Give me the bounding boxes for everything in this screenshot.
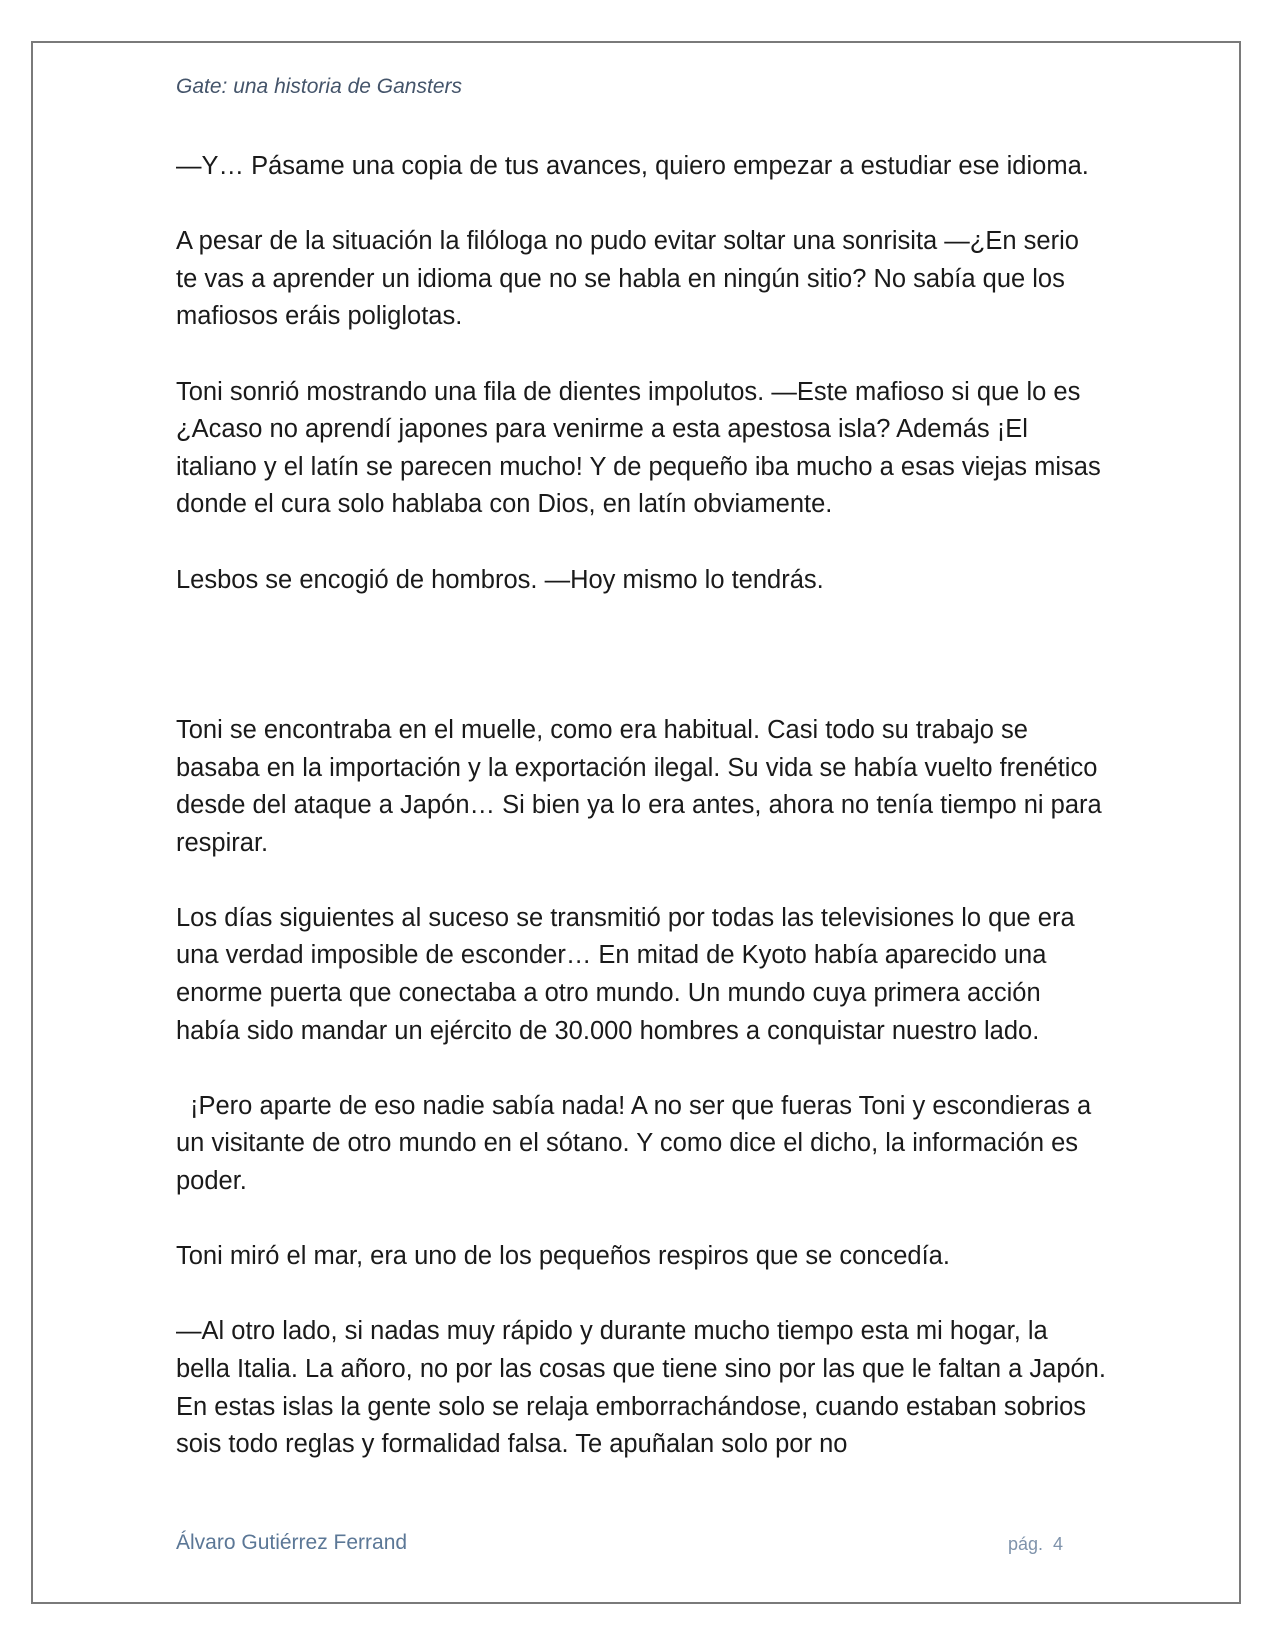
paragraph: Lesbos se encogió de hombros. —Hoy mismo lo tendrás. [176,565,824,594]
paragraph: —Y… Pásame una copia de tus avances, quiero empezar a estudiar ese idioma. [176,152,1089,180]
footer-page-number [1008,1534,1063,1555]
paragraph: A pesar de la situación la filóloga no pudo evitar soltar una sonrisita —¿En serio te vas a aprender un idioma que no se habla en ningún sitio? No sabía que los mafiosos eráis poliglotas. [176,227,1079,331]
paragraph: Toni se encontraba en el muelle, como era habitual. Casi todo su trabajo se basaba en la importación y la exportación ilegal. Su vida se había vuelto frenético desde del ataque a Japón… Si bien ya lo era antes, ahora no tenía tiempo ni para respirar. [176,715,1102,857]
body-text [176,148,1106,1501]
paragraph: Los días siguientes al suceso se transmitió por todas las televisiones lo que era una verdad imposible de esconder… En mitad de Kyoto había aparecido una enorme puerta que conectaba a otro mundo. Un mundo cuya primera acción había sido mandar un ejército de 30.000 hombres a conquistar nuestro lado. [176,903,1075,1045]
paragraph: Toni sonrió mostrando una fila de dientes impolutos. —Este mafioso si que lo es ¿Acaso no aprendí japones para venirme a esta apestosa isla? Además ¡El italiano y el latín se parecen mucho! Y de pequeño iba mucho a esas viejas misas donde el cura solo hablaba con Dios, en latín obviamente. [176,377,1101,519]
running-header: Gate: una historia de Gansters [176,75,462,98]
page-label: pág. [1008,1534,1044,1554]
paragraph: —Al otro lado, si nadas muy rápido y durante mucho tiempo esta mi hogar, la bella Italia. La añoro, no por las cosas que tiene sino por las que le faltan a Japón. En estas islas la gente solo se relaja emborrachándose, cuando estaban sobrios sois todo reglas y formalidad falsa. Te apuñalan solo por no [176,1317,1106,1459]
footer-author: Álvaro Gutiérrez Ferrand [176,1531,408,1554]
page-number: 4 [1053,1534,1064,1554]
paragraph: ¡Pero aparte de eso nadie sabía nada! A no ser que fueras Toni y escondieras a un visitante de otro mundo en el sótano. Y como dice el dicho, la información es poder. [176,1091,1092,1196]
paragraph: Toni miró el mar, era uno de los pequeños respiros que se concedía. [176,1242,950,1271]
